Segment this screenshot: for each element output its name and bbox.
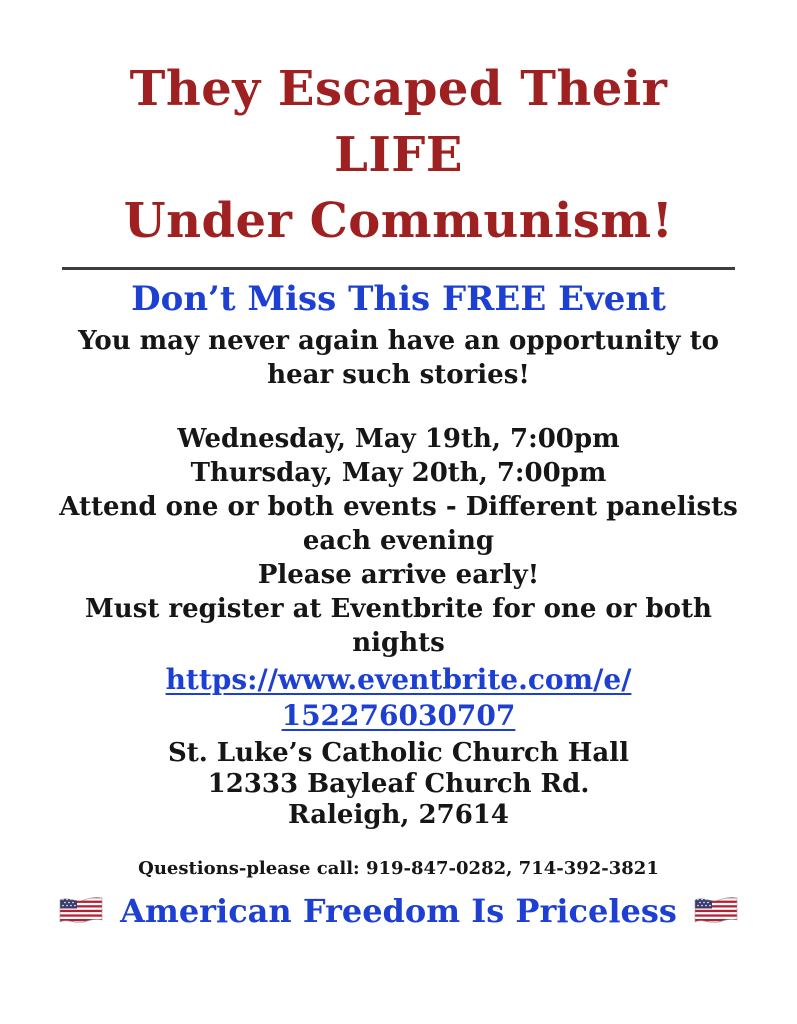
divider-rule — [62, 267, 735, 270]
eventbrite-link-line-1[interactable]: https://www.eventbrite.com/e/ — [165, 663, 632, 696]
detail-arrive-early: Please arrive early! — [257, 560, 540, 590]
title-line-1: They Escaped Their — [129, 61, 668, 117]
detail-attend-line: Attend one or both events - Different panelists — [59, 492, 738, 522]
intro-line: You may never again have an opportunity to — [78, 326, 719, 356]
venue-address — [56, 738, 741, 831]
us-flag-icon — [58, 894, 104, 928]
detail-date-thursday: Thursday, May 20th, 7:00pm — [190, 458, 607, 488]
page-title — [56, 56, 741, 254]
us-flag-icon — [693, 894, 739, 928]
event-details — [56, 422, 741, 660]
eventbrite-link-line-2[interactable]: 152276030707 — [281, 699, 516, 732]
tagline-row — [56, 889, 741, 933]
tagline-text: American Freedom Is Priceless — [120, 892, 677, 930]
eventbrite-link[interactable] — [56, 662, 741, 734]
intro-text — [56, 324, 741, 392]
detail-date-wednesday: Wednesday, May 19th, 7:00pm — [177, 424, 620, 454]
detail-register-line: Must register at Eventbrite for one or both — [85, 594, 712, 624]
detail-attend-line: each evening — [302, 526, 495, 556]
intro-line: hear such stories! — [267, 360, 530, 390]
subtitle-free-event: Don’t Miss This FREE Event — [131, 279, 666, 319]
detail-register-line: nights — [352, 628, 445, 658]
title-line-3: Under Communism! — [123, 193, 674, 249]
title-line-2: LIFE — [334, 127, 463, 183]
venue-name: St. Luke’s Catholic Church Hall — [168, 738, 629, 768]
questions-phone-line: Questions-please call: 919-847-0282, 714-392-3821 — [138, 858, 659, 879]
venue-city: Raleigh, 27614 — [288, 800, 509, 830]
venue-street: 12333 Bayleaf Church Rd. — [207, 769, 590, 799]
